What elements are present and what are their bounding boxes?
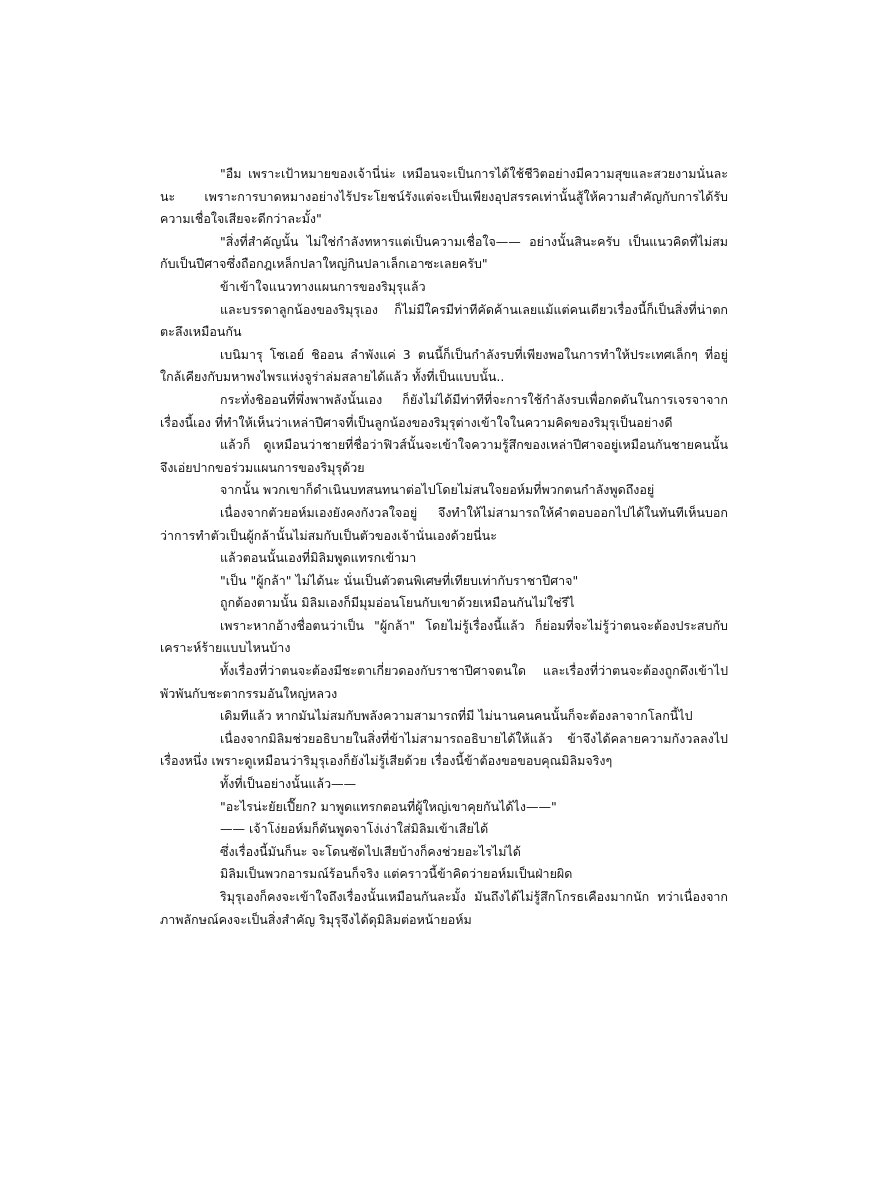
paragraph: ซึ่งเรื่องนี้มันก็นะ จะโดนซัดไปเสียบ้างก็คงช่วยอะไรไม่ได้ (220, 843, 521, 859)
paragraph: เดิมทีแล้ว หากมันไม่สมกับพลังความสามารถที่มี ไม่นานคนคนนั้นก็จะต้องลาจากโลกนี้ไป (220, 708, 693, 724)
paragraph: เนื่องจากมิลิมช่วยอธิบายในสิ่งที่ข้าไม่สามารถอธิบายได้ให้แล้ว ข้าจึงได้คลายความกังวลลงไปเรื่องหนึ่ง เพราะดูเหมือนว่าริมุรุเองก็ยังไม่รู้เสียด้วย เรื่องนี้ข้าต้องขอขอบคุณมิลิมจริงๆ (160, 730, 728, 769)
paragraph: เพราะหากอ้างชื่อตนว่าเป็น "ผู้กล้า" โดยไม่รู้เรื่องนี้แล้ว ก็ย่อมที่จะไม่รู้ว่าตนจะต้องประสบกับเคราะห์ร้ายแบบไหนบ้าง (160, 617, 728, 656)
document-body (160, 163, 728, 931)
paragraph: "อืม เพราะเป้าหมายของเจ้านี่น่ะ เหมือนจะเป็นการได้ใช้ชีวิตอย่างมีความสุขและสวยงามนั่นละนะ เพราะการบาดหมางอย่างไร้ประโยชน์รังแต่จะเป็นเพียงอุปสรรคเท่านั้นสู้ให้ความสำคัญกับการได้รับความเชื่อใจเสียจะดีกว่าละมั้ง" (160, 166, 728, 227)
paragraph: แล้วก็ ดูเหมือนว่าชายที่ชื่อว่าฟิวส์นั้นจะเข้าใจความรู้สึกของเหล่าปีศาจอยู่เหมือนกันชายคนนั้นจึงเอ่ยปากขอร่วมแผนการของริมุรุด้วย (160, 437, 728, 475)
paragraph: มิลิมเป็นพวกอารมณ์ร้อนก็จริง แต่คราวนี้ข้าคิดว่ายอห์มเป็นฝ่ายผิด (220, 866, 573, 882)
paragraph: ริมุรุเองก็คงจะเข้าใจถึงเรื่องนั้นเหมือนกันละมั้ง มันถึงได้ไม่รู้สึกโกรธเคืองมากนัก ทว่าเนื่องจากภาพลักษณ์คงจะเป็นสิ่งสำคัญ ริมุรุจึงได้ดุมิลิมต่อหน้ายอห์ม (160, 889, 728, 927)
paragraph: และบรรดาลูกน้องของริมุรุเอง ก็ไม่มีใครมีท่าทีคัดค้านเลยแม้แต่คนเดียวเรื่องนี้ก็เป็นสิ่งที่น่าตกตะลึงเหมือนกัน (160, 301, 728, 340)
paragraph: —— เจ้าโง่ยอห์มก็ดันพูดจาโง่เง่าใส่มิลิมเข้าเสียได้ (220, 821, 489, 837)
paragraph: "อะไรน่ะยัยเปี๊ยก? มาพูดแทรกตอนที่ผู้ใหญ่เขาคุยกันได้ไง——" (220, 798, 557, 814)
paragraph: ทั้งที่เป็นอย่างนั้นแล้ว—— (220, 776, 357, 792)
paragraph: ถูกต้องตามนั้น มิลิมเองก็มีมุมอ่อนโยนกับเขาด้วยเหมือนกันไม่ใช่รึไ (220, 595, 575, 611)
paragraph: แล้วตอนนั้นเองที่มิลิมพูดแทรกเข้ามา (220, 550, 417, 566)
paragraph: "เป็น "ผู้กล้า" ไม่ได้นะ นั่นเป็นตัวตนพิเศษที่เทียบเท่ากับราชาปีศาจ" (220, 572, 579, 588)
paragraph: "สิ่งที่สำคัญนั้น ไม่ใช่กำลังทหารแต่เป็นความเชื่อใจ—— อย่างนั้นสินะครับ เป็นแนวคิดที่ไม่สมกับเป็นปีศาจซึ่งถือกฎเหล็กปลาใหญ่กินปลาเล็กเอาซะเลยครับ" (160, 233, 728, 272)
paragraph: เนื่องจากตัวยอห์มเองยังคงกังวลใจอยู่ จึงทำให้ไม่สามารถให้คำตอบออกไปได้ในทันทีเห็นบอกว่าการทำตัวเป็นผู้กล้านั้นไม่สมกับเป็นตัวของเจ้านั่นเองด้วยนี่นะ (160, 504, 728, 543)
paragraph: ทั้งเรื่องที่ว่าตนจะต้องมีชะตาเกี่ยวดองกับราชาปีศาจตนใด และเรื่องที่ว่าตนจะต้องถูกดึงเข้าไปพัวพันกับชะตากรรมอันใหญ่หลวง (160, 663, 728, 701)
paragraph: จากนั้น พวกเขาก็ดำเนินบทสนทนาต่อไปโดยไม่สนใจยอห์มที่พวกตนกำลังพูดถึงอยู่ (220, 482, 655, 498)
paragraph: กระทั่งชิออนที่พึ่งพาพลังนั้นเอง ก็ยังไม่ได้มีท่าทีที่จะการใช้กำลังรบเพื่อกดดันในการเจรจาจากเรื่องนี้เอง ที่ทำให้เห็นว่าเหล่าปีศาจที่เป็นลูกน้องของริมุรุต่างเข้าใจในความคิดของริมุรุเป็นอย่างดี (160, 391, 728, 430)
paragraph: เบนิมารุ โซเอย์ ชิออน ลำพังแค่ 3 ตนนี้ก็เป็นกำลังรบที่เพียงพอในการทำให้ประเทศเล็กๆ ที่อยู่ใกล้เคียงกับมหาพงไพรแห่งจูร่าล่มสลายได้แล้ว ทั้งที่เป็นแบบนั้น.. (160, 346, 728, 385)
paragraph: ข้าเข้าใจแนวทางแผนการของริมุรุแล้ว (220, 278, 426, 294)
